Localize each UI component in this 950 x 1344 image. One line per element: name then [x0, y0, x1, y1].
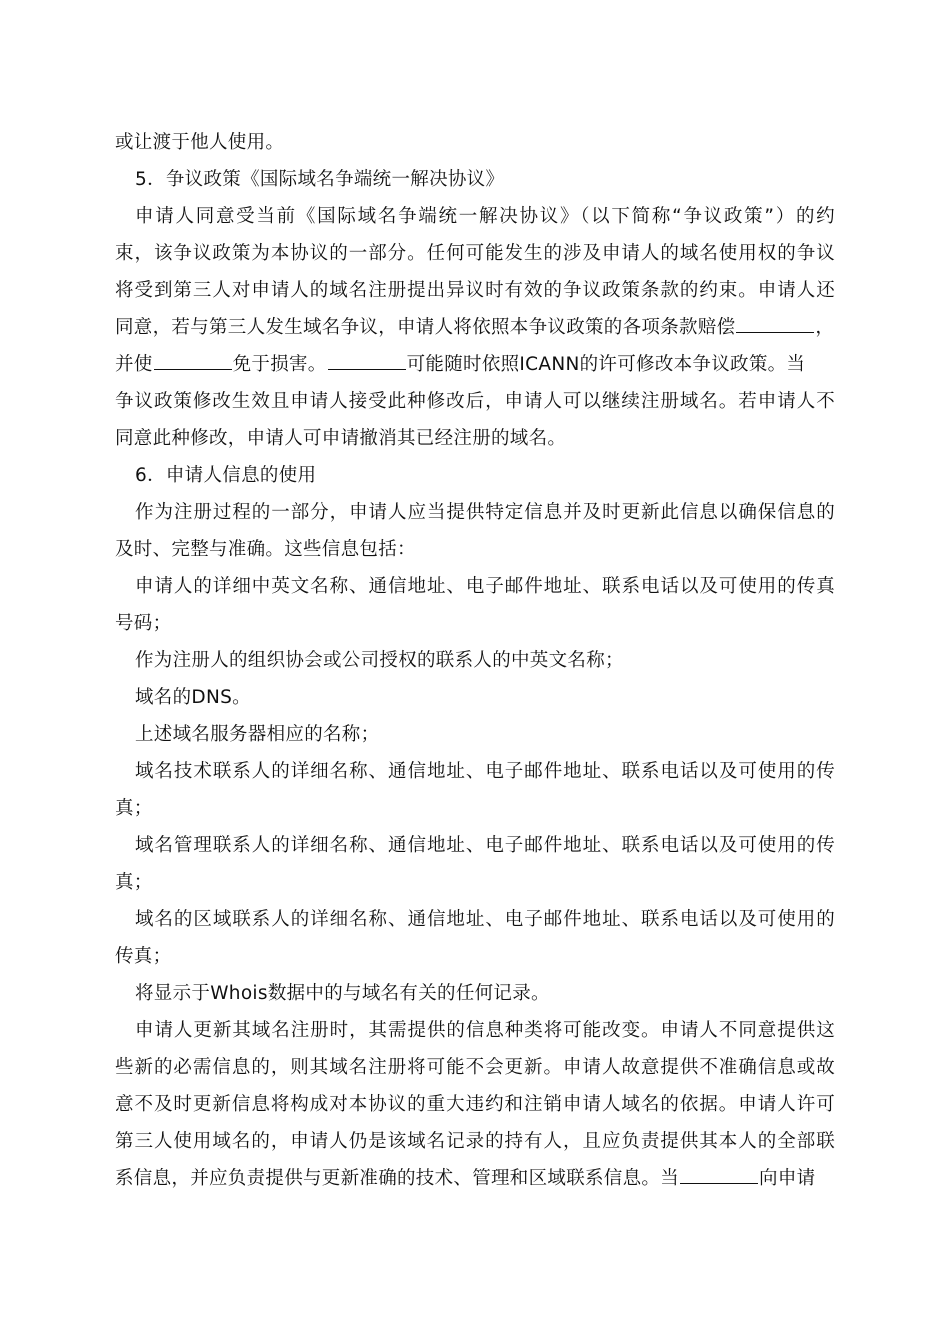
text-line — [135, 494, 835, 531]
blank-field — [328, 347, 406, 370]
line-text: 意不及时更新信息将构成对本协议的重大违约和注销申请人域名的依据。申请人许可 — [115, 1094, 835, 1115]
section-heading — [135, 161, 504, 198]
text-line — [135, 198, 835, 235]
line-text: 或让渡于他人使用。 — [115, 132, 285, 153]
text-line — [115, 1123, 835, 1160]
line-text: 域名技术联系人的详细名称、通信地址、电子邮件地址、联系电话以及可使用的传 — [135, 761, 835, 782]
line-text: 束，该争议政策为本协议的一部分。任何可能发生的涉及申请人的域名使用权的争议 — [115, 243, 835, 264]
text-line — [115, 383, 835, 420]
text-line — [115, 235, 835, 272]
line-text: 作为注册人的组织协会或公司授权的联系人的中英文名称； — [135, 650, 624, 671]
text-line — [115, 1160, 815, 1197]
line-text: 争议政策修改生效且申请人接受此种修改后，申请人可以继续注册域名。若申请人不 — [115, 391, 835, 412]
text-line — [115, 531, 416, 568]
line-text: 同意此种修改，申请人可申请撤消其已经注册的域名。 — [115, 428, 567, 449]
line-text: 申请人的详细中英文名称、通信地址、电子邮件地址、联系电话以及可使用的传真 — [135, 576, 835, 597]
line-text: 第三人使用域名的，申请人仍是该域名记录的持有人，且应负责提供其本人的全部联 — [115, 1131, 835, 1152]
line-text: 将显示于Whois数据中的与域名有关的任何记录。 — [135, 983, 550, 1004]
text-line — [135, 568, 835, 605]
text-line — [135, 827, 835, 864]
line-text: 真； — [115, 872, 153, 893]
text-line — [115, 938, 171, 975]
line-text: 向申请 — [759, 1168, 816, 1189]
line-text: ， — [815, 317, 835, 338]
line-text: 系信息，并应负责提供与更新准确的技术、管理和区域联系信息。当 — [115, 1168, 680, 1189]
line-text: 同意，若与第三人发生域名争议，申请人将依照本争议政策的各项条款赔偿 — [115, 317, 736, 338]
line-text: 号码； — [115, 613, 172, 634]
text-line — [115, 864, 153, 901]
text-line — [115, 605, 171, 642]
line-text: 些新的必需信息的，则其域名注册将可能不会更新。申请人故意提供不准确信息或故 — [115, 1057, 835, 1078]
line-text: 申请人更新其域名注册时，其需提供的信息种类将可能改变。申请人不同意提供这 — [135, 1020, 835, 1041]
line-text: 上述域名服务器相应的名称； — [135, 724, 380, 745]
line-text: 真； — [115, 798, 153, 819]
blank-field — [680, 1161, 758, 1184]
line-text: 申请人同意受当前《国际域名争端统一解决协议》（以下简称“争议政策”）的约 — [135, 206, 835, 227]
line-text: 传真； — [115, 946, 172, 967]
line-text: 作为注册过程的一部分，申请人应当提供特定信息并及时更新此信息以确保信息的 — [135, 502, 835, 523]
text-line — [115, 790, 153, 827]
blank-field — [736, 310, 814, 333]
text-line — [135, 901, 835, 938]
text-line — [115, 346, 805, 383]
blank-field — [154, 347, 232, 370]
text-line — [115, 1049, 835, 1086]
line-text: 域名的DNS。 — [135, 687, 251, 708]
section-heading — [135, 457, 316, 494]
heading-text: 6．申请人信息的使用 — [135, 465, 317, 486]
line-text: 并使 — [115, 354, 153, 375]
line-text: 域名管理联系人的详细名称、通信地址、电子邮件地址、联系电话以及可使用的传 — [135, 835, 835, 856]
text-line — [135, 716, 379, 753]
text-line — [135, 975, 550, 1012]
text-line — [115, 420, 566, 457]
text-line — [135, 753, 835, 790]
line-text: 域名的区域联系人的详细名称、通信地址、电子邮件地址、联系电话以及可使用的 — [135, 909, 835, 930]
text-line — [135, 642, 624, 679]
line-text: 及时、完整与准确。这些信息包括： — [115, 539, 416, 560]
text-line — [115, 124, 284, 161]
text-line — [115, 309, 834, 346]
line-text: 可能随时依照ICANN的许可修改本争议政策。当 — [406, 354, 806, 375]
line-text: 将受到第三人对申请人的域名注册提出异议时有效的争议政策条款的约束。申请人还 — [115, 280, 835, 301]
text-line — [135, 1012, 835, 1049]
text-line — [115, 272, 835, 309]
text-line — [115, 1086, 835, 1123]
line-text: 免于损害。 — [232, 354, 327, 375]
heading-text: 5．争议政策《国际域名争端统一解决协议》 — [135, 169, 505, 190]
text-line — [135, 679, 251, 716]
